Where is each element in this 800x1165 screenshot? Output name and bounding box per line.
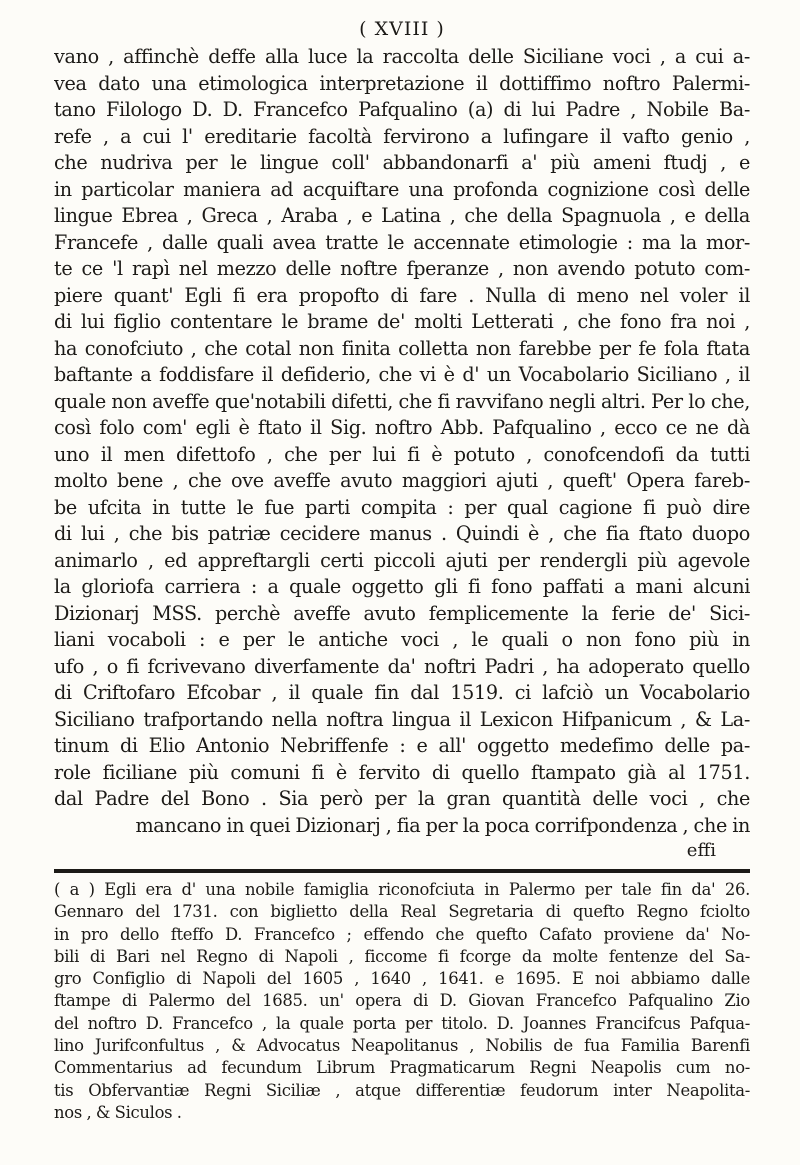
main-text-line: piere quant' Egli fi era propofto di fare . Nulla di meno nel voler il <box>54 283 750 307</box>
catchword: effi <box>686 840 716 861</box>
main-text-line: di lui , che bis patriæ cecidere manus . Quindi è , che fia ftato duopo <box>54 522 750 545</box>
footnote-line: ( a ) Egli era d' una nobile famiglia riconofciuta in Palermo per tale fin da' 26. <box>54 880 750 899</box>
main-text-line: te ce 'l rapì nel mezzo delle noftre fperanze , non avendo potuto com- <box>54 257 750 280</box>
main-text-line: role ficiliane più comuni fi è fervito di quello ftampato già al 1751. <box>54 760 750 784</box>
main-text-line: quale non aveffe que'notabili difetti, che fi ravvifano negli altri. Per lo che, <box>54 389 750 413</box>
main-text-line: animarlo , ed appreftargli certi piccoli ajuti per rendergli più agevole <box>54 548 750 572</box>
main-text-line: in particolar maniera ad acquiftare una profonda cognizione così delle <box>54 177 750 201</box>
main-text-line: tinum di Elio Antonio Nebriffenfe : e all' oggetto medefimo delle pa- <box>54 734 750 757</box>
main-text-line: refe , a cui l' ereditarie facoltà fervirono a lufingare il vafto genio , <box>54 124 750 148</box>
footnote-line: ftampe di Palermo del 1685. un' opera di D. Giovan Francefco Pafqualino Zio <box>54 991 750 1011</box>
main-text-line: Siciliano trafportando nella noftra lingua il Lexicon Hifpanicum , & La- <box>54 707 750 731</box>
footnote-line: gro Configlio di Napoli del 1605 , 1640 , 1641. e 1695. E noi abbiamo dalle <box>54 969 750 989</box>
main-text-line: di Criftofaro Efcobar , il quale fin dal 1519. ci lafciò un Vocabolario <box>54 681 750 704</box>
main-text-line: baftante a foddisfare il defiderio, che vi è d' un Vocabolario Siciliano , il <box>54 363 750 386</box>
page-number: ( XVIII ) <box>359 18 445 40</box>
main-text-line: Dizionarj MSS. perchè aveffe avuto femplicemente la ferie de' Sici- <box>54 601 750 625</box>
main-text-line: mancano in quei Dizionarj , fia per la poca corrifpondenza , che in <box>135 813 750 837</box>
main-text-block <box>54 44 750 839</box>
main-text-line: Francefe , dalle quali avea tratte le accennate etimologie : ma la mor- <box>54 230 750 254</box>
main-text-line: di lui figlio contentare le brame de' molti Letterati , che fono fra noi , <box>54 310 750 333</box>
main-text-line: uno il men difettofo , che per lui fi è potuto , conofcendofi da tutti <box>54 442 750 466</box>
main-text-line: così folo com' egli è ftato il Sig. noftro Abb. Pafqualino , ecco ce ne dà <box>54 416 750 439</box>
main-text-line: la gloriofa carriera : a quale oggetto gli fi fono paffati a mani alcuni <box>54 575 750 598</box>
main-text-line: vano , affinchè deffe alla luce la raccolta delle Siciliane voci , a cui a- <box>54 45 750 68</box>
footnote-line: in pro dello fteffo D. Francefco ; effendo che quefto Cafato proviene da' No- <box>54 924 750 944</box>
footnote-line: Gennaro del 1731. con biglietto della Real Segretaria di quefto Regno fciolto <box>54 902 750 922</box>
main-text-line: ha conofciuto , che cotal non finita colletta non farebbe per fe fola ftata <box>54 336 750 360</box>
main-text-line: tano Filologo D. D. Francefco Pafqualino (a) di lui Padre , Nobile Ba- <box>54 98 750 121</box>
main-text-line: molto bene , che ove aveffe avuto maggiori ajuti , queft' Opera fareb- <box>54 469 750 492</box>
main-text-line: dal Padre del Bono . Sia però per la gran quantità delle voci , che <box>54 787 750 810</box>
main-text-line: liani vocaboli : e per le antiche voci , le quali o non fono più in <box>54 628 750 651</box>
footnote-line: tis Obfervantiæ Regni Siciliæ , atque differentiæ feudorum inter Neapolita- <box>54 1080 750 1100</box>
footnote-line: lino Jurifconfultus , & Advocatus Neapolitanus , Nobilis de fua Familia Barenfi <box>54 1036 750 1056</box>
main-text-line: vea dato una etimologica interpretazione il dottiffimo noftro Palermi- <box>54 71 750 95</box>
main-text-line: ufo , o fi fcrivevano diverfamente da' noftri Padri , ha adoperato quello <box>54 654 750 678</box>
footnote-line: del noftro D. Francefco , la quale porta per titolo. D. Joannes Francifcus Pafqua- <box>54 1013 750 1033</box>
footnote-divider <box>54 869 750 873</box>
footnote-block <box>54 879 750 1124</box>
main-text-line: che nudriva per le lingue coll' abbandonarfi a' più ameni ftudj , e <box>54 151 750 174</box>
footnote-line: Commentarius ad fecundum Librum Pragmaticarum Regni Neapolis cum no- <box>54 1058 750 1078</box>
main-text-line: be ufcita in tutte le fue parti compita : per qual cagione fi può dire <box>54 495 750 519</box>
footnote-line: nos , & Siculos . <box>54 1102 182 1122</box>
main-text-line: lingue Ebrea , Greca , Araba , e Latina , che della Spagnuola , e della <box>54 204 750 227</box>
footnote-line: bili di Bari nel Regno di Napoli , ficcome fi fcorge da molte fentenze del Sa- <box>54 946 750 966</box>
